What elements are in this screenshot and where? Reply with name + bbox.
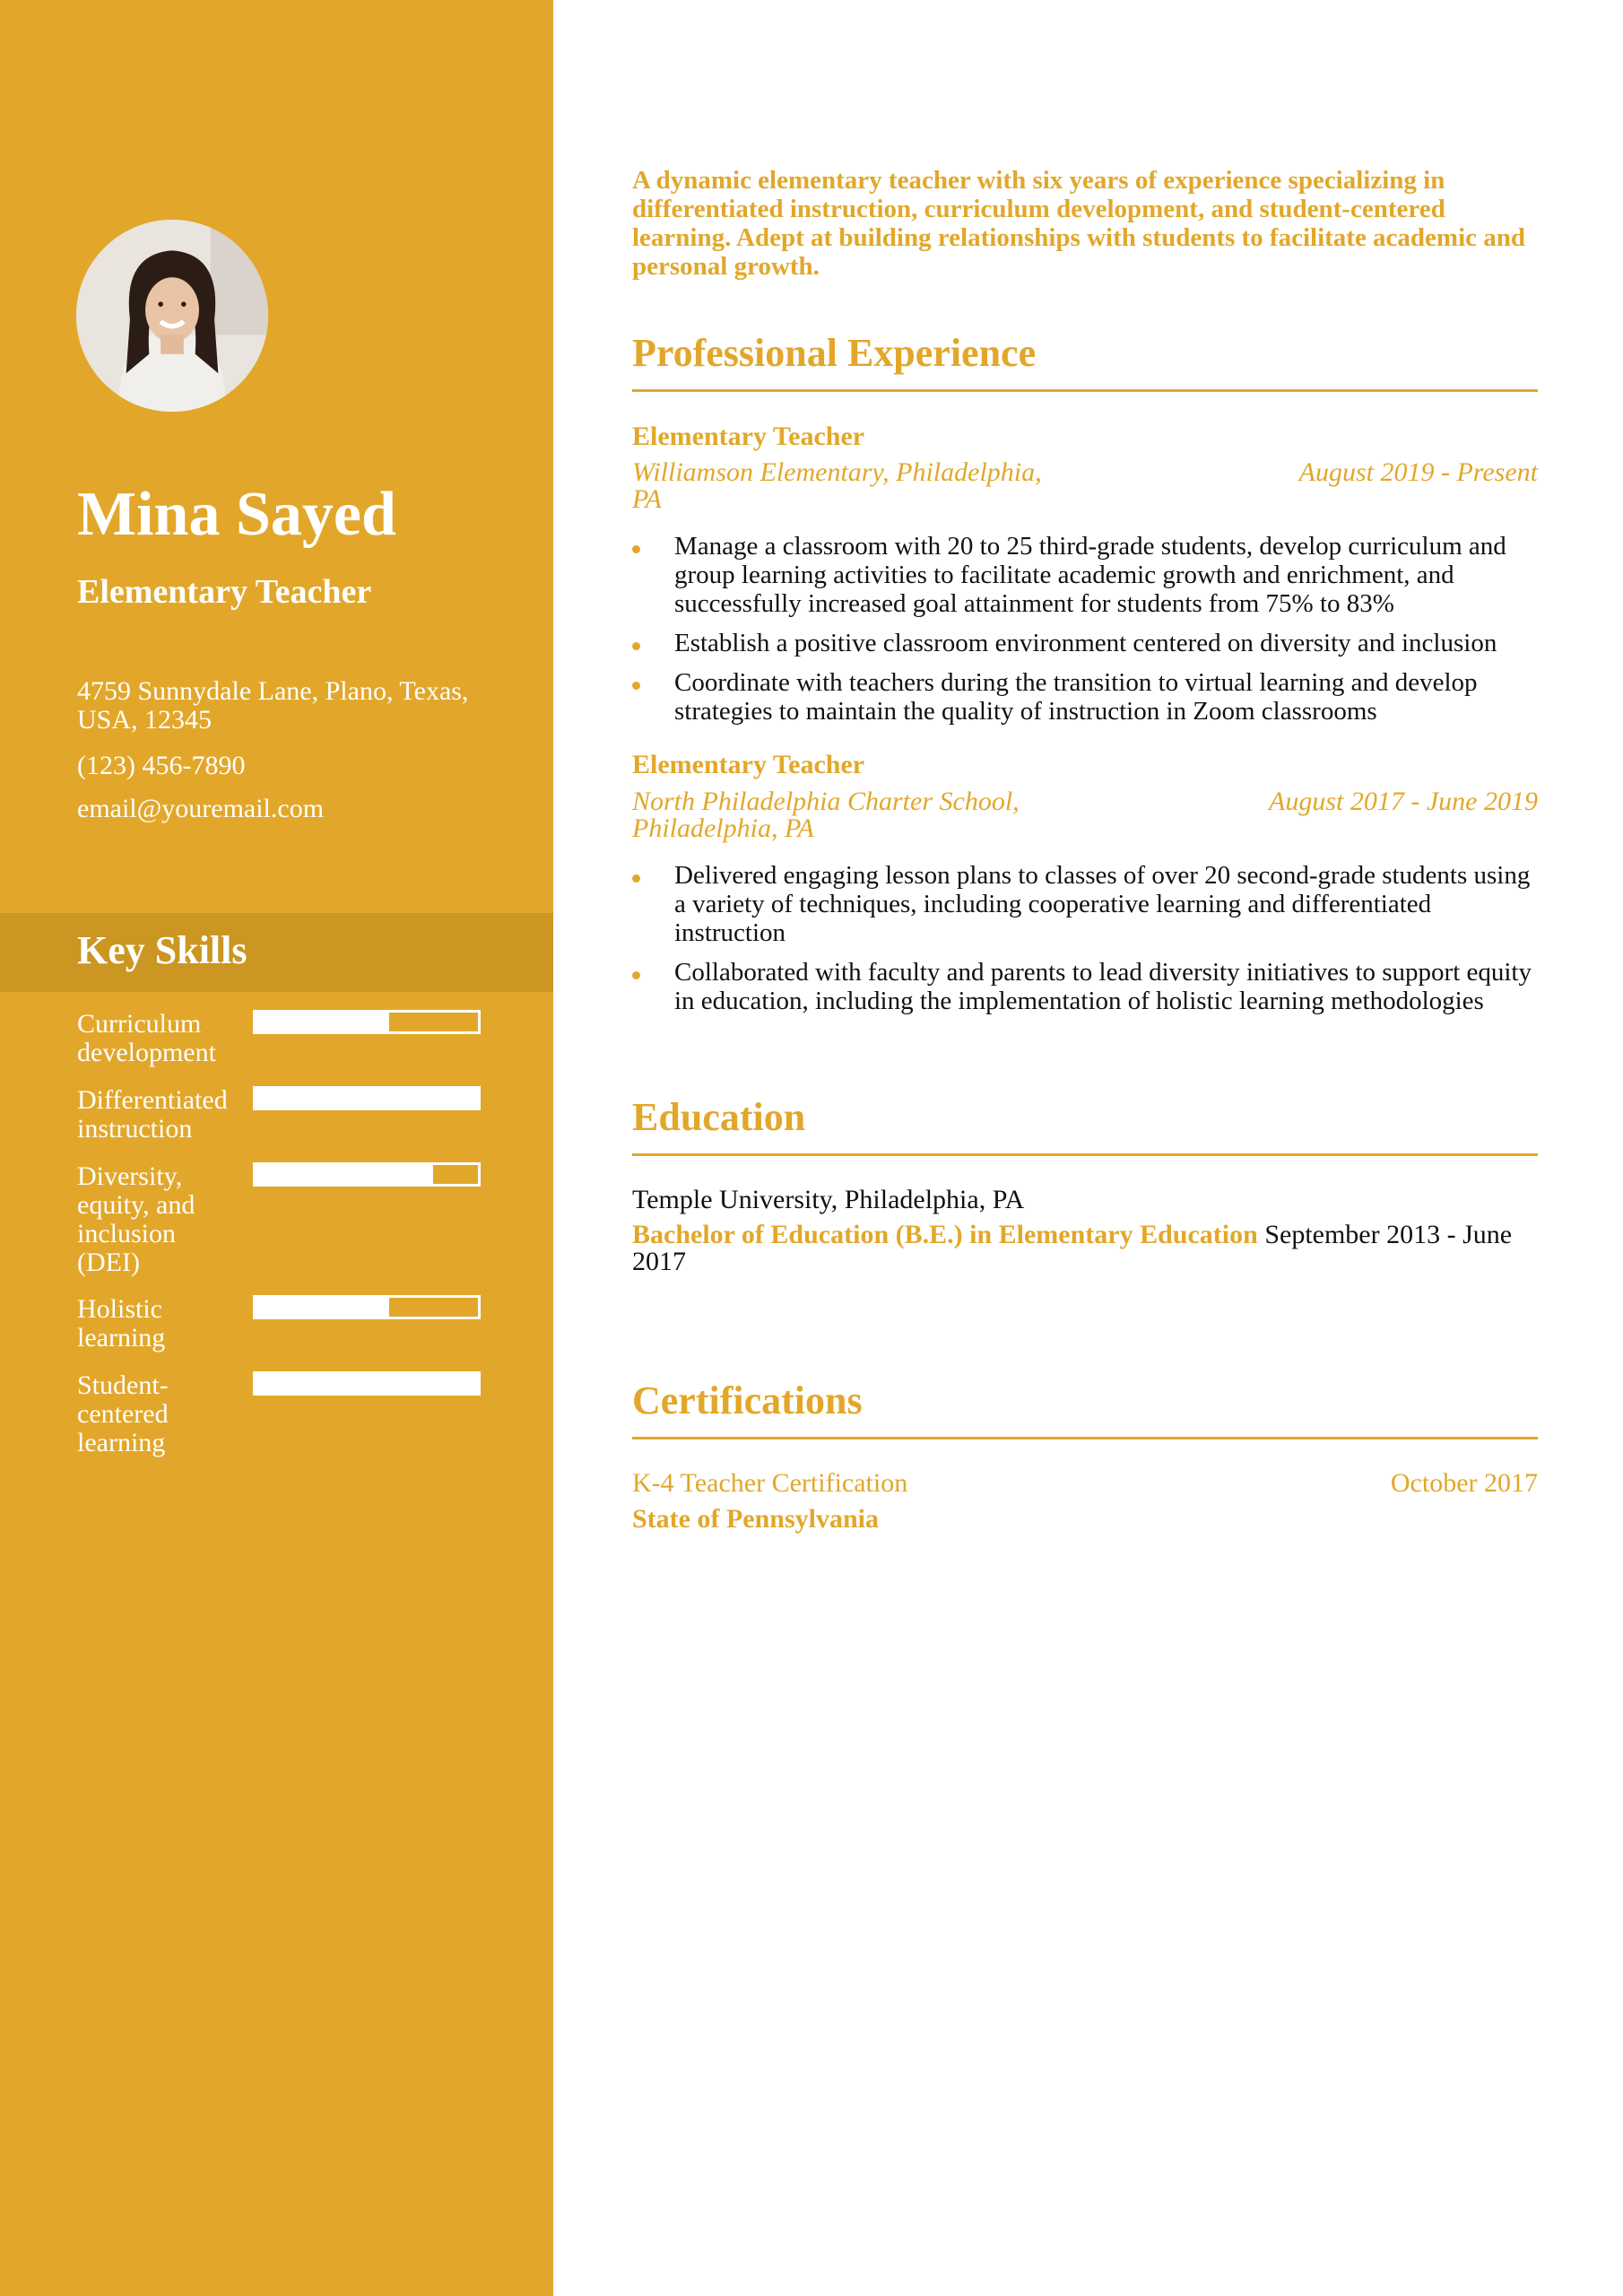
section-divider: [632, 1153, 1538, 1156]
skill-bar-fill: [256, 1374, 478, 1393]
job-bullet-list: [632, 861, 1538, 1026]
section-title-education: Education: [632, 1095, 806, 1139]
skill-bar: [253, 1010, 481, 1034]
skill-label: Diversity, equity, and inclusion (DEI): [77, 1161, 195, 1277]
skill-bar-fill: [256, 1165, 433, 1184]
education-dates: September 2013 - June 2017: [632, 1220, 1513, 1276]
skill-label: Holistic learning: [77, 1294, 166, 1352]
bullet-dot-icon: [632, 682, 640, 690]
skill-bar: [253, 1086, 481, 1110]
contact-address: 4759 Sunnydale Lane, Plano, Texas, USA, 12345: [77, 676, 469, 735]
skill-bar: [253, 1162, 481, 1187]
skill-label: Curriculum development: [77, 1009, 216, 1067]
contact-email: email@youremail.com: [77, 794, 325, 823]
section-divider: [632, 389, 1538, 392]
bullet-text: Delivered engaging lesson plans to classes of over 20 second-grade students using a variety of techniques, including cooperative learning and differentiated instruction: [674, 861, 1531, 947]
section-title-certifications: Certifications: [632, 1378, 863, 1422]
candidate-name: Mina Sayed: [77, 480, 396, 549]
skill-bar: [253, 1371, 481, 1396]
list-item: [632, 861, 1538, 947]
profile-photo-icon: [76, 220, 268, 412]
certification-name: K-4 Teacher Certification: [632, 1468, 908, 1498]
skill-bar-fill: [256, 1089, 478, 1108]
sidebar: [0, 0, 553, 2296]
candidate-title: Elementary Teacher: [77, 573, 372, 611]
job-bullet-list: [632, 532, 1538, 736]
job-organization: Williamson Elementary, Philadelphia, PA: [632, 457, 1042, 514]
education-degree-line: [632, 1222, 1538, 1275]
job-title: Elementary Teacher: [632, 750, 865, 779]
bullet-text: Establish a positive classroom environment centered on diversity and inclusion: [674, 629, 1497, 657]
summary: A dynamic elementary teacher with six years of experience specializing in differentiated instruction, curriculum development, and student-centered learning. Adept at building relationships with students to facilitate academic and personal growth.: [632, 166, 1526, 281]
job-dates: August 2019 - Present: [1298, 457, 1538, 487]
skill-bar: [253, 1295, 481, 1319]
bullet-text: Collaborated with faculty and parents to lead diversity initiatives to support equity in education, including the implementation of holistic learning methodologies: [674, 958, 1532, 1015]
certification-date: October 2017: [1390, 1468, 1538, 1498]
list-item: [632, 532, 1538, 618]
skill-bar-fill: [256, 1013, 389, 1031]
job-dates: August 2017 - June 2019: [1269, 787, 1538, 816]
list-item: [632, 629, 1538, 657]
bullet-text: Manage a classroom with 20 to 25 third-grade students, develop curriculum and group learning activities to facilitate academic growth and enrichment, and successfully increased goal attainment for students from 75% to 83%: [674, 532, 1506, 618]
list-item: [632, 958, 1538, 1015]
list-item: [632, 668, 1538, 726]
skill-label: Student-centered learning: [77, 1370, 169, 1457]
education-degree: Bachelor of Education (B.E.) in Elementary Education: [632, 1220, 1258, 1249]
job-title: Elementary Teacher: [632, 422, 865, 451]
section-title-experience: Professional Experience: [632, 331, 1037, 375]
bullet-dot-icon: [632, 545, 640, 553]
education-school: Temple University, Philadelphia, PA: [632, 1185, 1025, 1214]
skill-label: Differentiated instruction: [77, 1085, 228, 1144]
bullet-dot-icon: [632, 642, 640, 650]
certification-issuer: State of Pennsylvania: [632, 1504, 880, 1534]
avatar: [76, 220, 268, 412]
skills-heading: Key Skills: [77, 928, 247, 972]
skill-bar-fill: [256, 1298, 389, 1317]
bullet-dot-icon: [632, 874, 640, 883]
contact-phone: (123) 456-7890: [77, 751, 246, 780]
section-divider: [632, 1437, 1538, 1439]
bullet-dot-icon: [632, 971, 640, 979]
job-organization: North Philadelphia Charter School, Philadelphia, PA: [632, 787, 1020, 843]
bullet-text: Coordinate with teachers during the transition to virtual learning and develop strategies to maintain the quality of instruction in Zoom classrooms: [674, 668, 1478, 726]
